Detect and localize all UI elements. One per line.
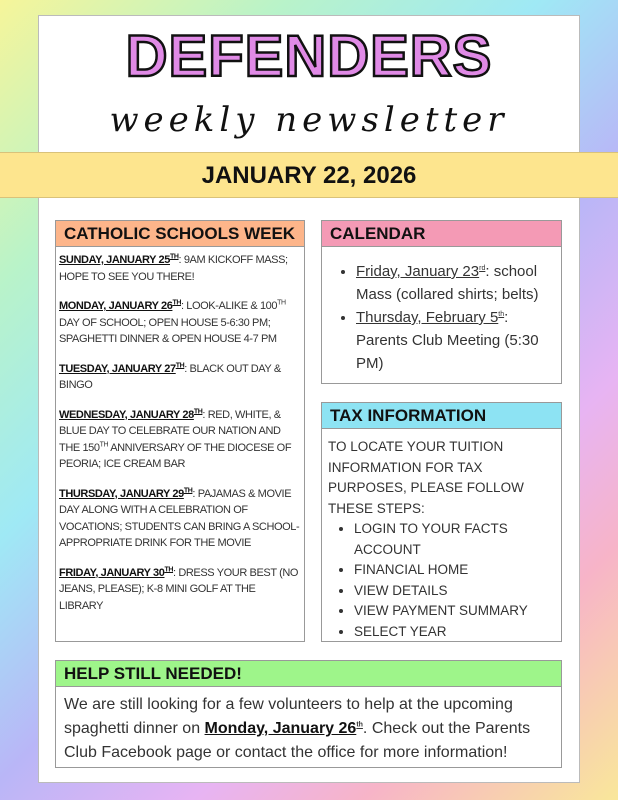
schedule-day: SUNDAY, JANUARY 25 <box>59 254 170 266</box>
schedule-text: : LOOK-ALIKE & 100 <box>180 300 278 312</box>
schedule-day-suffix: TH <box>193 407 203 415</box>
tax-step: • SELECT YEAR <box>354 622 555 643</box>
schedule-item <box>59 407 302 473</box>
help-text-a: We are still looking for a few volunteers to help at the upcoming spaghetti dinner on <box>64 696 513 737</box>
schedule-day: THURSDAY, JANUARY 29 <box>59 487 184 500</box>
calendar-date-suffix: rd <box>479 265 486 272</box>
schedule-day-suffix: TH <box>172 299 181 307</box>
calendar-date: Thursday, February 5 <box>356 309 499 326</box>
calendar-box <box>321 220 562 384</box>
schedule-text: : PAJAMAS & MOVIE DAY ALONG WITH A CELEBRATION OF VOCATIONS; STUDENTS CAN BRING A SCHOOL-APPROPRIATE DRINK FOR THE MOVIE <box>59 487 300 549</box>
newsletter-subtitle: weekly newsletter <box>109 100 509 140</box>
schedule-item <box>59 565 302 615</box>
schedule-day-suffix: TH <box>183 486 193 494</box>
help-text-b: . Check out the Parents Club Facebook page or contact the office for more information! <box>64 720 531 761</box>
calendar-item <box>356 260 553 306</box>
schedule-text: DAY OF SCHOOL; OPEN HOUSE 5-6:30 PM; SPAGHETTI DINNER & OPEN HOUSE 4-7 PM <box>59 316 277 345</box>
calendar-text: : Parents Club Meeting (5:30 PM) <box>356 309 539 372</box>
schedule-text: : BLACK OUT DAY & BINGO <box>59 362 281 391</box>
help-date-suffix: th <box>356 721 363 729</box>
newsletter-title: DEFENDERS <box>125 24 493 89</box>
schedule-text: : DRESS YOUR BEST (NO JEANS, PLEASE); K-8 MINI GOLF AT THE LIBRARY <box>59 566 299 612</box>
date-banner: JANUARY 22, 2026 <box>0 152 618 198</box>
schedule-day-suffix: TH <box>164 565 174 573</box>
schedule-ordinal: TH <box>99 440 109 448</box>
schedule-day: TUESDAY, JANUARY 27 <box>59 362 176 375</box>
schedule-day: WEDNESDAY, JANUARY 28 <box>59 408 194 421</box>
schools-week-heading: CATHOLIC SCHOOLS WEEK <box>56 221 304 247</box>
schedule-item <box>59 252 302 285</box>
tax-heading: TAX INFORMATION <box>322 403 561 429</box>
schedule-day: FRIDAY, JANUARY 30 <box>59 566 165 579</box>
schedule-day-suffix: TH <box>170 253 179 261</box>
tax-intro: TO LOCATE YOUR TUITION INFORMATION FOR TAX PURPOSES, PLEASE FOLLOW THESE STEPS: <box>328 439 524 516</box>
calendar-date: Friday, January 23 <box>356 263 480 280</box>
calendar-text: : school Mass (collared shirts; belts) <box>356 263 539 303</box>
tax-step: • LOGIN TO YOUR FACTS ACCOUNT <box>354 519 555 560</box>
schedule-day-suffix: TH <box>175 361 185 369</box>
schedule-item <box>59 486 302 552</box>
schools-week-list <box>56 247 304 618</box>
help-text <box>56 687 561 771</box>
calendar-date-suffix: th <box>498 311 505 318</box>
tax-step: • VIEW DETAILS <box>354 581 555 602</box>
help-heading: HELP STILL NEEDED! <box>56 661 561 687</box>
help-date: Monday, January 26 <box>204 720 357 737</box>
tax-box <box>321 402 562 642</box>
schedule-item <box>59 298 302 348</box>
calendar-item <box>356 306 553 375</box>
schedule-ordinal: TH <box>277 299 286 307</box>
calendar-heading: CALENDAR <box>322 221 561 247</box>
schools-week-box <box>55 220 305 642</box>
tax-step: • FINANCIAL HOME <box>354 560 555 581</box>
schedule-item <box>59 361 302 394</box>
schedule-day: MONDAY, JANUARY 26 <box>59 300 173 312</box>
schedule-text: : RED, WHITE, & BLUE DAY TO CELEBRATE OUR NATION AND THE 150 <box>59 408 281 454</box>
help-box <box>55 660 562 768</box>
schedule-text: : 9AM KICKOFF MASS; HOPE TO SEE YOU THERE! <box>59 254 288 283</box>
schedule-text: ANNIVERSARY OF THE DIOCESE OF PEORIA; ICE CREAM BAR <box>59 441 292 470</box>
tax-step: • VIEW PAYMENT SUMMARY <box>354 601 555 622</box>
